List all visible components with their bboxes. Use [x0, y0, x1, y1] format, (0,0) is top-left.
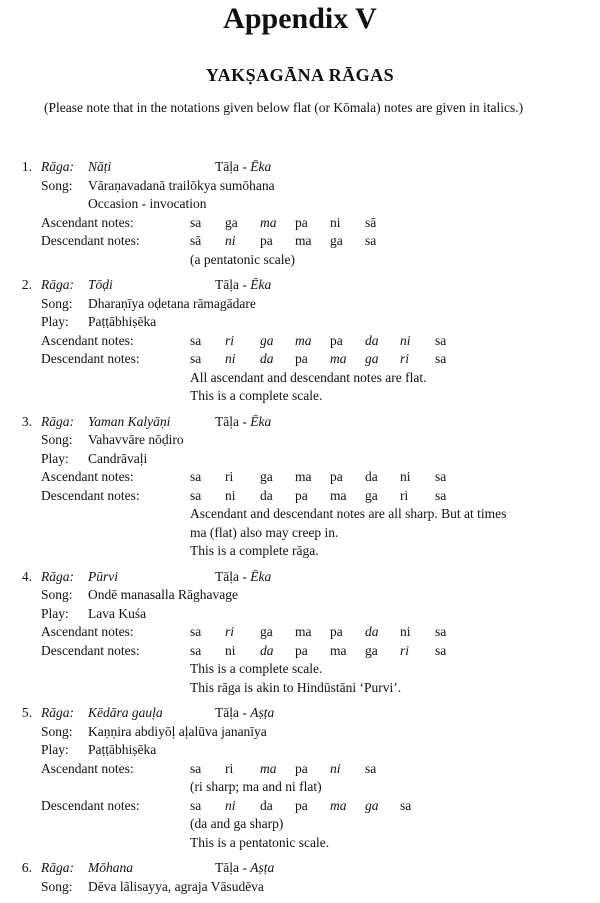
raga-name: Mōhana: [88, 860, 133, 875]
raga-label: Rāga:: [41, 705, 74, 720]
note-syllable: ga: [330, 233, 343, 248]
note-syllable: ga: [365, 797, 379, 813]
entry-number: 5.: [21, 705, 32, 720]
descendant-label: Descendant notes:: [41, 642, 140, 658]
note-syllable: sa: [365, 233, 377, 248]
note-syllable: ga: [260, 469, 273, 484]
descendant-label: Descendant notes:: [41, 233, 140, 248]
entry-row: [0, 778, 600, 797]
note-syllable: sa: [435, 351, 447, 366]
song-title: Dharaṇīya oḍetana rāmagādare: [88, 295, 256, 311]
entry-number: 4.: [21, 568, 32, 584]
note-syllable: ni: [400, 332, 411, 348]
entry-row: [0, 313, 600, 332]
note-syllable: ga: [260, 624, 273, 639]
note-syllable: pa: [295, 797, 308, 813]
section-title: YAKṢAGĀNA RĀGAS: [205, 65, 395, 85]
scale-note: ma (flat) also may creep in.: [190, 524, 339, 540]
entry-row: [0, 214, 600, 233]
entry-row: [0, 413, 600, 432]
entry-row: [0, 295, 600, 314]
ascendant-label: Ascendant notes:: [41, 214, 134, 230]
note-syllable: sa: [435, 469, 447, 484]
note-syllable: sa: [435, 624, 447, 639]
note-syllable: pa: [260, 233, 273, 248]
note-syllable: ri: [400, 487, 409, 503]
note-syllable: ni: [330, 214, 341, 230]
note-syllable: sa: [190, 760, 202, 776]
occasion: Occasion - invocation: [88, 196, 207, 211]
song-label: Song:: [41, 177, 73, 193]
play-title: Paṭṭābhiṣēka: [88, 314, 157, 329]
entry-row: [0, 505, 600, 524]
raga-label: Rāga:: [41, 860, 74, 875]
raga-entry: [0, 859, 600, 896]
intro-note: (Please note that in the notations given below flat (or Kōmala) notes are given in italics.): [44, 100, 524, 115]
note-syllable: ri: [225, 624, 235, 639]
page-title: Appendix V: [223, 2, 377, 35]
note-syllable: pa: [330, 469, 343, 484]
entry-number: 3.: [21, 413, 32, 429]
entry-row: [0, 450, 600, 469]
tala-name: Ēka: [250, 568, 272, 584]
entry-row: [0, 834, 600, 853]
entry-row: [0, 679, 600, 698]
raga-entry: [0, 276, 600, 406]
entry-row: [0, 568, 600, 587]
note-syllable: sa: [435, 332, 447, 348]
note-syllable: ma: [330, 797, 347, 813]
note-syllable: ni: [225, 233, 236, 248]
play-label: Play:: [41, 314, 69, 329]
scale-note: This is a complete rāga.: [190, 543, 319, 558]
note-syllable: sa: [435, 642, 447, 658]
tala: Tāḷa - Ēka: [215, 413, 272, 429]
play-label: Play:: [41, 605, 69, 621]
play-title: Paṭṭābhiṣēka: [88, 742, 157, 757]
song-label: Song:: [41, 432, 73, 447]
note-syllable: da: [365, 332, 379, 348]
descendant-label: Descendant notes:: [41, 351, 140, 366]
song-label: Song:: [41, 295, 73, 311]
note-syllable: ma: [295, 469, 312, 484]
entry-number: 6.: [21, 860, 32, 875]
note-syllable: ni: [400, 469, 411, 484]
note-syllable: ri: [400, 642, 410, 658]
note-syllable: pa: [330, 624, 343, 639]
note-syllable: ga: [260, 332, 274, 348]
entry-row: [0, 276, 600, 295]
note-syllable: ga: [225, 214, 238, 230]
tala: Tāḷa - Aṣṭa: [215, 705, 275, 720]
note-syllable: ni: [225, 487, 236, 503]
entry-row: [0, 878, 600, 897]
note-syllable: pa: [330, 332, 343, 348]
note-syllable: sa: [190, 214, 202, 230]
note-syllable: ri: [225, 469, 234, 484]
note-syllable: ni: [225, 797, 236, 813]
raga-name: Nāṭi: [88, 159, 112, 174]
entry-row: [0, 431, 600, 450]
tala: Tāḷa - Aṣṭa: [215, 860, 275, 875]
song-label: Song:: [41, 587, 73, 602]
entry-row: [0, 760, 600, 779]
note-syllable: da: [260, 487, 273, 503]
tala: Tāḷa - Ēka: [215, 568, 272, 584]
entry-row: [0, 332, 600, 351]
note-syllable: sa: [190, 469, 202, 484]
raga-name: Tōḍi: [88, 277, 113, 292]
tala-name: Ēka: [250, 277, 272, 292]
entry-row: [0, 524, 600, 543]
raga-label: Rāga:: [41, 159, 74, 174]
note-syllable: da: [260, 797, 273, 813]
note-syllable: ri: [225, 760, 234, 776]
raga-name: Yaman Kalyāṇi: [88, 413, 171, 429]
ascendant-label: Ascendant notes:: [41, 469, 134, 484]
raga-label: Rāga:: [41, 413, 74, 429]
note-syllable: da: [260, 351, 274, 366]
note-syllable: sa: [190, 797, 202, 813]
entry-row: [0, 542, 600, 561]
tala: Tāḷa - Ēka: [215, 159, 272, 174]
note-syllable: pa: [295, 760, 308, 776]
play-title: Candrāvaḷi: [88, 450, 148, 466]
raga-list: [0, 158, 600, 903]
song-label: Song:: [41, 723, 73, 739]
entry-number: 2.: [21, 277, 32, 292]
raga-label: Rāga:: [41, 277, 74, 292]
raga-entry: [0, 158, 600, 269]
song-title: Kaṇṇira abdiyōḷ aḷalūva jananīya: [88, 723, 267, 739]
note-syllable: sa: [190, 332, 202, 348]
scale-note: This is a complete scale.: [190, 661, 323, 676]
note-syllable: sā: [365, 214, 377, 230]
note-syllable: ri: [400, 351, 410, 366]
scale-note: All ascendant and descendant notes are flat.: [190, 369, 427, 385]
note-syllable: sa: [190, 487, 202, 503]
note-syllable: sā: [190, 233, 202, 248]
note-syllable: ga: [365, 487, 378, 503]
note-syllable: sa: [190, 351, 202, 366]
ascendant-label: Ascendant notes:: [41, 760, 134, 776]
note-syllable: ma: [260, 760, 277, 776]
raga-entry: [0, 413, 600, 561]
note-syllable: pa: [295, 642, 308, 658]
raga-entry: [0, 704, 600, 852]
entry-row: [0, 232, 600, 251]
note-syllable: ga: [365, 642, 378, 658]
note-syllable: ma: [295, 624, 312, 639]
note-syllable: sa: [435, 487, 447, 503]
tala-name: Ēka: [250, 159, 272, 174]
ascendant-label: Ascendant notes:: [41, 332, 134, 348]
song-title: Vāraṇavadanā trailōkya sumōhana: [88, 177, 275, 193]
tala: Tāḷa - Ēka: [215, 277, 272, 292]
raga-name: Pūrvi: [88, 568, 118, 584]
note-syllable: ni: [330, 760, 341, 776]
note-syllable: ni: [400, 624, 411, 639]
play-label: Play:: [41, 742, 69, 757]
entry-row: [0, 741, 600, 760]
note-syllable: sa: [190, 624, 202, 639]
scale-note: (a pentatonic scale): [190, 251, 295, 267]
note-syllable: ri: [225, 332, 235, 348]
note-syllable: pa: [295, 214, 308, 230]
note-syllable: ga: [365, 351, 379, 366]
scale-note: (ri sharp; ma and ni flat): [190, 779, 322, 794]
note-syllable: sa: [190, 642, 202, 658]
play-label: Play:: [41, 450, 69, 466]
entry-row: [0, 158, 600, 177]
entry-row: [0, 815, 600, 834]
entry-row: [0, 642, 600, 661]
entry-row: [0, 704, 600, 723]
entry-row: [0, 369, 600, 388]
entry-row: [0, 195, 600, 214]
tala-name: Aṣṭa: [250, 860, 275, 875]
note-syllable: pa: [295, 487, 308, 503]
note-syllable: ma: [330, 351, 347, 366]
raga-name: Kēdāra gauḷa: [88, 705, 163, 720]
entry-row: [0, 468, 600, 487]
note-syllable: ma: [330, 487, 347, 503]
tala-name: Ēka: [250, 413, 272, 429]
entry-row: [0, 605, 600, 624]
note-syllable: ni: [225, 642, 236, 658]
scale-note: This is a pentatonic scale.: [190, 834, 330, 850]
note-syllable: sa: [400, 797, 412, 813]
tala-name: Aṣṭa: [250, 705, 275, 720]
note-syllable: pa: [295, 351, 308, 366]
entry-row: [0, 350, 600, 369]
descendant-label: Descendant notes:: [41, 487, 140, 503]
entry-row: [0, 387, 600, 406]
entry-row: [0, 177, 600, 196]
note-syllable: ni: [225, 351, 236, 366]
entry-row: [0, 251, 600, 270]
scale-note: (da and ga sharp): [190, 816, 284, 831]
raga-label: Rāga:: [41, 568, 74, 584]
entry-row: [0, 623, 600, 642]
note-syllable: da: [365, 469, 378, 484]
entry-row: [0, 660, 600, 679]
song-title: Ondē manasalla Rāghavage: [88, 587, 238, 602]
note-syllable: ma: [295, 233, 312, 248]
note-syllable: sa: [365, 760, 377, 776]
ascendant-label: Ascendant notes:: [41, 624, 134, 639]
descendant-label: Descendant notes:: [41, 797, 140, 813]
note-syllable: ma: [260, 214, 277, 230]
note-syllable: da: [365, 624, 379, 639]
raga-entry: [0, 568, 600, 698]
play-title: Lava Kuśa: [88, 605, 147, 621]
scale-note: This rāga is akin to Hindūstāni ‘Purvi’.: [190, 679, 402, 695]
entry-row: [0, 797, 600, 816]
song-label: Song:: [41, 878, 73, 894]
entry-row: [0, 586, 600, 605]
entry-row: [0, 487, 600, 506]
song-title: Vahavvāre nōḍiro: [88, 432, 184, 447]
entry-number: 1.: [21, 159, 32, 174]
entry-row: [0, 723, 600, 742]
note-syllable: ma: [295, 332, 312, 348]
scale-note: Ascendant and descendant notes are all sharp. But at times: [190, 506, 507, 521]
song-title: Dēva lālisayya, agraja Vāsudēva: [88, 878, 264, 894]
note-syllable: ma: [330, 642, 347, 658]
scale-note: This is a complete scale.: [190, 388, 323, 403]
note-syllable: da: [260, 642, 274, 658]
